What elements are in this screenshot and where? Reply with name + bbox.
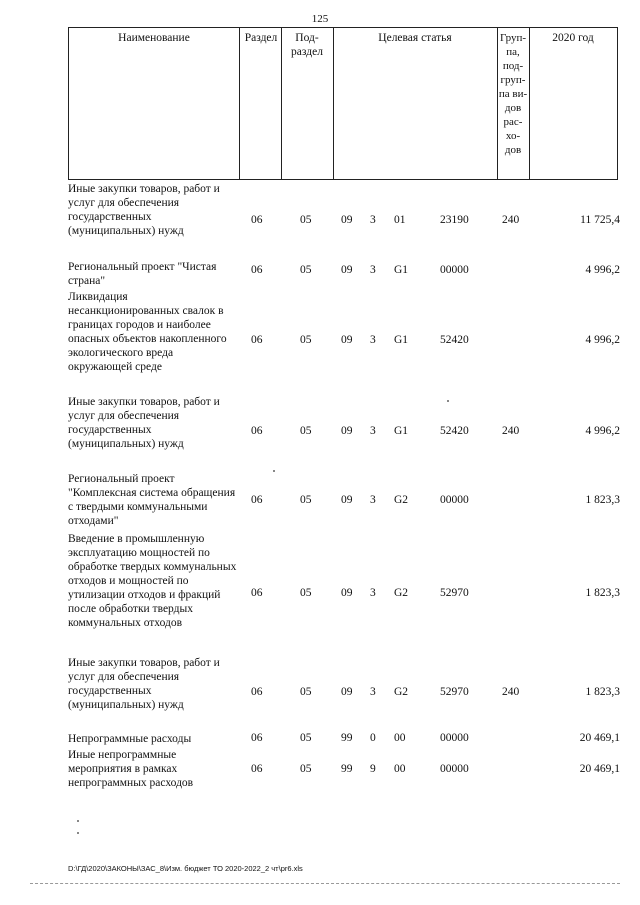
row-program: 09 bbox=[341, 686, 353, 698]
row-direction: 52420 bbox=[440, 334, 469, 346]
header-podrazdel-line1: Под- bbox=[295, 32, 319, 44]
row-direction: 00000 bbox=[440, 264, 469, 276]
header-gruppa-line: рас- bbox=[503, 116, 523, 128]
row-razdel: 06 bbox=[251, 425, 263, 437]
table-row bbox=[68, 182, 623, 242]
row-podrazdel: 05 bbox=[300, 334, 312, 346]
row-podrazdel: 05 bbox=[300, 686, 312, 698]
scan-speck bbox=[77, 832, 79, 834]
row-podrazdel: 05 bbox=[300, 587, 312, 599]
row-razdel: 06 bbox=[251, 494, 263, 506]
header-gruppa-line: дов bbox=[504, 144, 522, 156]
header-gruppa-line: груп- bbox=[500, 74, 526, 86]
row-subprogram: 3 bbox=[370, 587, 376, 599]
row-amount: 4 996,2 bbox=[585, 425, 620, 437]
row-main-event: 00 bbox=[394, 763, 406, 775]
header-gruppa-line: хо- bbox=[505, 130, 521, 142]
row-subprogram: 9 bbox=[370, 763, 376, 775]
table-row bbox=[68, 472, 623, 532]
table-row bbox=[68, 290, 623, 380]
table-row bbox=[68, 395, 623, 455]
row-program: 09 bbox=[341, 587, 353, 599]
row-amount: 11 725,4 bbox=[580, 214, 620, 226]
row-subprogram: 3 bbox=[370, 214, 376, 226]
row-name: Региональный проект "Комплексная система обращения с твердыми коммунальными отходами" bbox=[68, 473, 236, 527]
row-expense-type: 240 bbox=[502, 425, 520, 437]
row-razdel: 06 bbox=[251, 732, 263, 744]
row-direction: 23190 bbox=[440, 214, 469, 226]
row-expense-type: 240 bbox=[502, 686, 520, 698]
row-direction: 00000 bbox=[440, 763, 469, 775]
header-podrazdel-line2: раздел bbox=[291, 46, 323, 58]
row-direction: 00000 bbox=[440, 732, 469, 744]
table-header bbox=[68, 27, 618, 180]
header-name: Наименование bbox=[118, 32, 190, 44]
row-main-event: G1 bbox=[394, 425, 409, 437]
row-name: Введение в промышленную эксплуатацию мощностей по обработке твердых коммунальных отходов и мощностей по утилизации отходов и фракций после обработки твердых коммунальных отходов bbox=[68, 533, 237, 629]
row-podrazdel: 05 bbox=[300, 494, 312, 506]
header-gruppa-line: па ви- bbox=[498, 88, 528, 100]
row-main-event: 01 bbox=[394, 214, 406, 226]
column-divider bbox=[529, 28, 530, 179]
row-name: Иные закупки товаров, работ и услуг для обеспечения государственных (муниципальных) нужд bbox=[68, 657, 220, 711]
row-podrazdel: 05 bbox=[300, 425, 312, 437]
row-subprogram: 3 bbox=[370, 425, 376, 437]
row-name: Непрограммные расходы bbox=[68, 733, 192, 745]
scan-speck bbox=[273, 470, 275, 472]
row-amount: 1 823,3 bbox=[585, 494, 620, 506]
row-amount: 4 996,2 bbox=[585, 264, 620, 276]
row-main-event: G2 bbox=[394, 494, 409, 506]
row-direction: 52970 bbox=[440, 686, 469, 698]
row-main-event: G1 bbox=[394, 334, 409, 346]
header-razdel: Раздел bbox=[244, 32, 278, 44]
row-razdel: 06 bbox=[251, 214, 263, 226]
row-razdel: 06 bbox=[251, 763, 263, 775]
header-year: 2020 год bbox=[552, 32, 594, 44]
row-amount: 1 823,3 bbox=[585, 686, 620, 698]
file-path-footer: D:\ГД\2020\ЗАКОНЫ\ЗАС_8\Изм. бюджет ТО 2020-2022_2 чт\pr6.xls bbox=[68, 864, 303, 873]
row-program: 09 bbox=[341, 264, 353, 276]
row-razdel: 06 bbox=[251, 264, 263, 276]
row-program: 99 bbox=[341, 732, 353, 744]
row-name: Региональный проект "Чистая страна" bbox=[68, 261, 217, 287]
row-name: Иные закупки товаров, работ и услуг для обеспечения государственных (муниципальных) нужд bbox=[68, 183, 220, 237]
row-amount: 20 469,1 bbox=[579, 732, 620, 744]
column-divider bbox=[333, 28, 334, 179]
row-name: Ликвидация несанкционированных свалок в границах городов и наиболее опасных объектов накопленного экологического вреда окружающей среде bbox=[68, 291, 227, 373]
table-row bbox=[68, 656, 623, 716]
row-amount: 4 996,2 bbox=[585, 334, 620, 346]
row-razdel: 06 bbox=[251, 587, 263, 599]
table-row bbox=[68, 732, 623, 748]
header-gruppa-line: па, bbox=[506, 46, 520, 58]
row-main-event: G2 bbox=[394, 686, 409, 698]
row-podrazdel: 05 bbox=[300, 763, 312, 775]
row-program: 09 bbox=[341, 334, 353, 346]
row-amount: 1 823,3 bbox=[585, 587, 620, 599]
row-subprogram: 3 bbox=[370, 264, 376, 276]
row-program: 99 bbox=[341, 763, 353, 775]
row-subprogram: 0 bbox=[370, 732, 376, 744]
header-gruppa-line: дов bbox=[504, 102, 522, 114]
row-direction: 52420 bbox=[440, 425, 469, 437]
scan-speck bbox=[77, 820, 79, 822]
row-main-event: G2 bbox=[394, 587, 409, 599]
scan-speck bbox=[447, 400, 449, 402]
table-row bbox=[68, 748, 623, 794]
row-name: Иные закупки товаров, работ и услуг для обеспечения государственных (муниципальных) нужд bbox=[68, 396, 220, 450]
row-subprogram: 3 bbox=[370, 686, 376, 698]
row-program: 09 bbox=[341, 425, 353, 437]
header-gruppa-line: под- bbox=[502, 60, 524, 72]
column-divider bbox=[239, 28, 240, 179]
row-subprogram: 3 bbox=[370, 334, 376, 346]
header-gruppa bbox=[497, 31, 529, 157]
footer-divider bbox=[30, 883, 620, 884]
table-row bbox=[68, 532, 623, 656]
row-podrazdel: 05 bbox=[300, 214, 312, 226]
row-expense-type: 240 bbox=[502, 214, 520, 226]
header-gruppa-line: Груп- bbox=[499, 32, 527, 44]
row-main-event: G1 bbox=[394, 264, 409, 276]
header-celevaya: Целевая статья bbox=[378, 32, 452, 44]
row-podrazdel: 05 bbox=[300, 264, 312, 276]
row-amount: 20 469,1 bbox=[579, 763, 620, 775]
row-podrazdel: 05 bbox=[300, 732, 312, 744]
row-main-event: 00 bbox=[394, 732, 406, 744]
row-razdel: 06 bbox=[251, 334, 263, 346]
page-number: 125 bbox=[311, 13, 329, 25]
row-program: 09 bbox=[341, 214, 353, 226]
table-row bbox=[68, 260, 623, 290]
row-program: 09 bbox=[341, 494, 353, 506]
row-direction: 52970 bbox=[440, 587, 469, 599]
row-subprogram: 3 bbox=[370, 494, 376, 506]
header-podrazdel bbox=[281, 31, 333, 59]
row-name: Иные непрограммные мероприятия в рамках непрограммных расходов bbox=[68, 749, 194, 789]
row-razdel: 06 bbox=[251, 686, 263, 698]
row-direction: 00000 bbox=[440, 494, 469, 506]
